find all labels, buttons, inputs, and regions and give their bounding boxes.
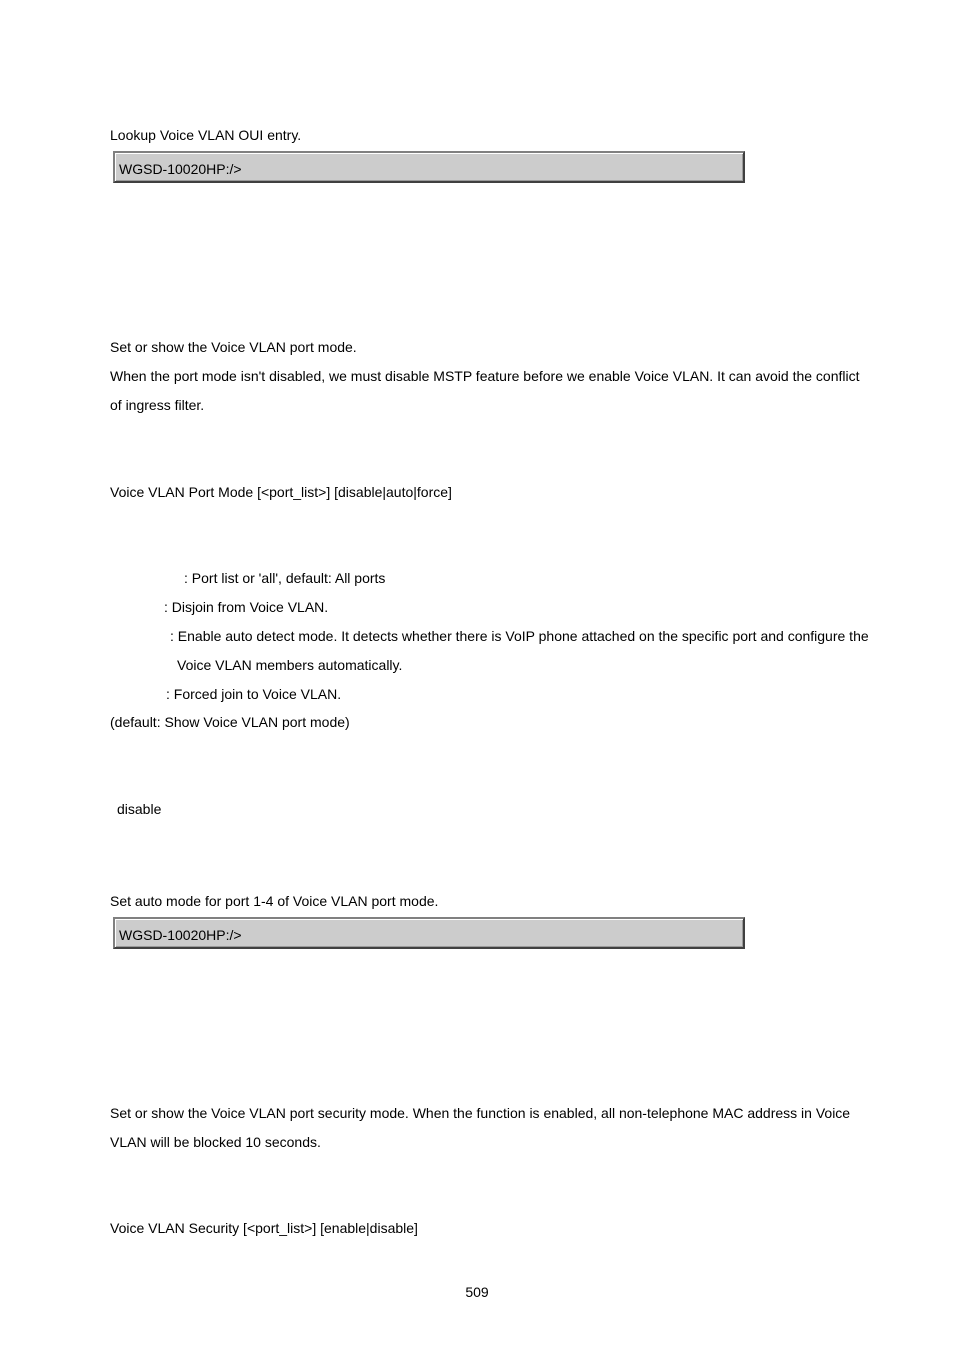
- param-auto: : Enable auto detect mode. It detects whether there is VoIP phone attached on the specific port and configure the: [170, 628, 869, 644]
- param-auto-continued: Voice VLAN members automatically.: [177, 657, 403, 673]
- port-mode-syntax: Voice VLAN Port Mode [<port_list>] [disable|auto|force]: [110, 484, 452, 500]
- page-number: 509: [465, 1284, 489, 1300]
- port-mode-example: Set auto mode for port 1-4 of Voice VLAN port mode.: [110, 893, 439, 909]
- port-mode-note-line-1: When the port mode isn't disabled, we must disable MSTP feature before we enable Voice VLAN. It can avoid the conflict: [110, 368, 860, 384]
- param-disable: : Disjoin from Voice VLAN.: [164, 599, 329, 615]
- oui-lookup-description: Lookup Voice VLAN OUI entry.: [110, 127, 302, 143]
- port-mode-description: Set or show the Voice VLAN port mode.: [110, 339, 357, 355]
- port-mode-note-line-2: of ingress filter.: [110, 397, 205, 413]
- param-port-list: : Port list or 'all', default: All ports: [184, 570, 386, 586]
- command-prompt-text: WGSD-10020HP:/>: [119, 927, 242, 943]
- command-prompt-text: WGSD-10020HP:/>: [119, 161, 242, 177]
- param-default: (default: Show Voice VLAN port mode): [110, 714, 350, 730]
- security-description-line-1: Set or show the Voice VLAN port security mode. When the function is enabled, all non-telephone MAC address in Voice: [110, 1105, 851, 1121]
- param-force: : Forced join to Voice VLAN.: [166, 686, 342, 702]
- security-syntax: Voice VLAN Security [<port_list>] [enable|disable]: [110, 1220, 418, 1236]
- default-value: disable: [117, 801, 162, 817]
- security-description-line-2: VLAN will be blocked 10 seconds.: [110, 1134, 321, 1150]
- command-prompt-box[interactable]: [113, 917, 745, 949]
- command-prompt-box[interactable]: [113, 151, 745, 183]
